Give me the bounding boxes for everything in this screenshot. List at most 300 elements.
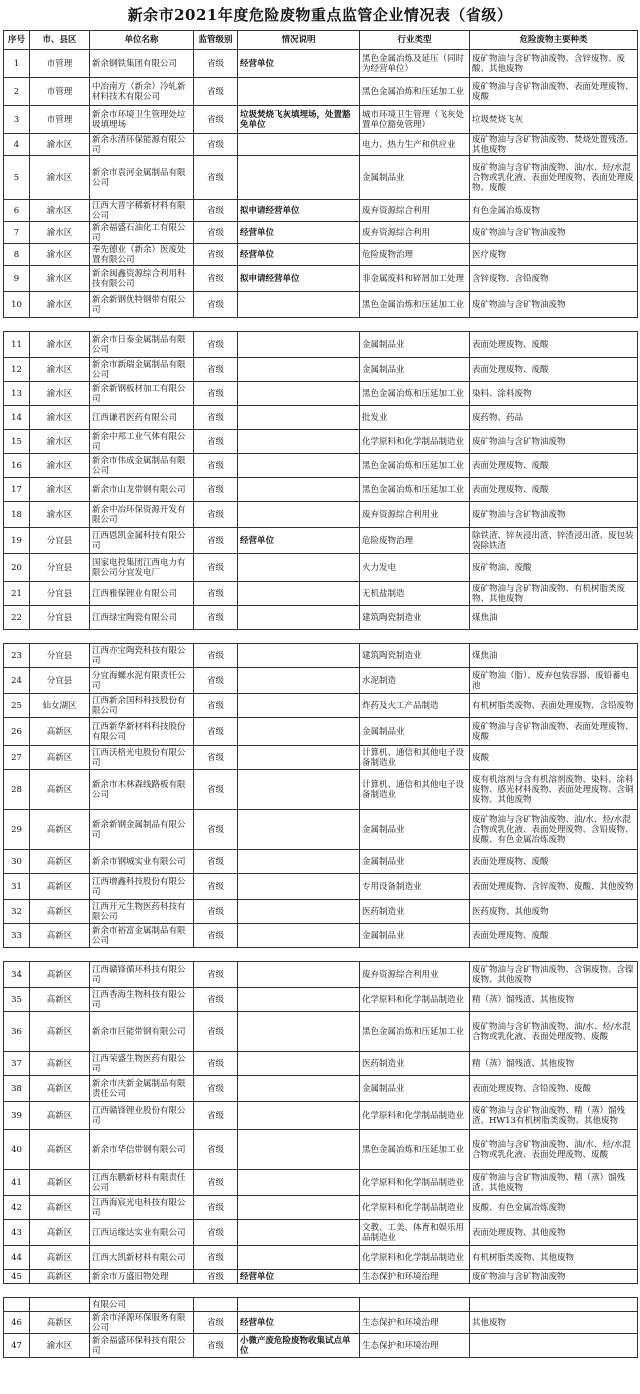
cell-index: 44 (4, 1246, 30, 1270)
cell-level: 省级 (194, 358, 238, 382)
cell-level: 省级 (194, 1130, 238, 1170)
cell-district: 高新区 (30, 1270, 90, 1284)
cell-index: 21 (4, 582, 30, 606)
cell-index: 19 (4, 528, 30, 554)
cell-level: 省级 (194, 850, 238, 874)
cell-industry: 黑色金属冶炼及延压（同时为经营单位） (360, 50, 470, 78)
cell-district: 仙女湖区 (30, 694, 90, 718)
cell-industry: 黑色金属冶炼和压延加工业 (360, 454, 470, 478)
cell-note (238, 1102, 360, 1130)
cell-waste-types: 废矿物油与含矿物油废物 (470, 292, 638, 318)
cell-district: 高新区 (30, 850, 90, 874)
cell-industry: 化学原料和化学制品制造业 (360, 1102, 470, 1130)
cell-waste-types: 废矿物油与含矿物油废物、精（蒸）馏残渣、其他废物 (470, 1170, 638, 1196)
cell-note (238, 1220, 360, 1246)
cell-district: 分宜县 (30, 606, 90, 630)
cell-industry: 建筑陶瓷制造业 (360, 606, 470, 630)
cell-company: 新余市袁河金属制品有限公司 (90, 156, 194, 200)
cell-industry: 黑色金属冶炼和压延加工业 (360, 382, 470, 406)
table-row (4, 222, 638, 244)
table-row (4, 244, 638, 266)
cell-company: 江西增鑫科技股份有限公司 (90, 874, 194, 900)
cell-level: 省级 (194, 222, 238, 244)
cell-district: 渝水区 (30, 244, 90, 266)
cell-note (238, 1298, 360, 1312)
cell-waste-types: 医药废物、其他废物 (470, 900, 638, 924)
cell-company: 新余市新瑞金属制品有限公司 (90, 358, 194, 382)
table-row (4, 1298, 638, 1312)
cell-index: 25 (4, 694, 30, 718)
cell-index: 15 (4, 430, 30, 454)
cell-note (238, 1170, 360, 1196)
cell-district: 渝水区 (30, 292, 90, 318)
cell-district: 高新区 (30, 1170, 90, 1196)
cell-company: 新余钢铁集团有限公司 (90, 50, 194, 78)
separator-cell (4, 318, 638, 332)
block-separator (4, 948, 638, 962)
cell-level: 省级 (194, 718, 238, 746)
cell-waste-types: 除铁渣、锌灰浸出渣、锌渣浸出渣、废包装袋除铁渣 (470, 528, 638, 554)
cell-waste-types: 废酸 (470, 746, 638, 770)
table-row (4, 266, 638, 292)
cell-index: 31 (4, 874, 30, 900)
cell-waste-types: 废矿物油与含矿物油废物、表面处理废物、废酸 (470, 78, 638, 106)
cell-note (238, 554, 360, 582)
cell-company: 新余福盛石油化工有限公司 (90, 222, 194, 244)
cell-index: 28 (4, 770, 30, 810)
cell-industry: 批发业 (360, 406, 470, 430)
cell-industry: 化学原料和化学制品制造业 (360, 988, 470, 1012)
cell-district: 高新区 (30, 962, 90, 988)
cell-index: 27 (4, 746, 30, 770)
cell-company: 江西谦君医药有限公司 (90, 406, 194, 430)
table-row (4, 406, 638, 430)
cell-note (238, 746, 360, 770)
cell-waste-types: 有机树脂类废物、其他废物 (470, 1246, 638, 1270)
cell-industry: 计算机、通信和其他电子设备制造业 (360, 770, 470, 810)
cell-note (238, 454, 360, 478)
cell-industry: 生态保护和环境治理 (360, 1334, 470, 1358)
cell-company: 中冶南方（新余）冷轧新材料技术有限公司 (90, 78, 194, 106)
table-row (4, 668, 638, 694)
cell-note: 拟申请经营单位 (238, 200, 360, 222)
cell-level: 省级 (194, 502, 238, 528)
cell-waste-types: 表面处理废物、废酸 (470, 924, 638, 948)
cell-note (238, 810, 360, 850)
table-row (4, 156, 638, 200)
cell-note (238, 332, 360, 358)
cell-company: 有限公司 (90, 1298, 194, 1312)
cell-level: 省级 (194, 746, 238, 770)
cell-industry: 电力、热力生产和供应业 (360, 134, 470, 156)
cell-level: 省级 (194, 156, 238, 200)
cell-index: 30 (4, 850, 30, 874)
cell-level: 省级 (194, 962, 238, 988)
cell-company: 新余市万盛旧物处理 (90, 1270, 194, 1284)
cell-company: 新余中冶环保资源开发有限公司 (90, 502, 194, 528)
cell-district: 渝水区 (30, 430, 90, 454)
table-row (4, 78, 638, 106)
cell-company: 新余永清环保能源有限公司 (90, 134, 194, 156)
cell-note (238, 850, 360, 874)
cell-note (238, 1196, 360, 1220)
cell-index: 6 (4, 200, 30, 222)
table-row (4, 1270, 638, 1284)
cell-waste-types (470, 1298, 638, 1312)
cell-level: 省级 (194, 694, 238, 718)
cell-index: 29 (4, 810, 30, 850)
cell-note (238, 962, 360, 988)
cell-industry: 金属制品业 (360, 924, 470, 948)
cell-company: 江西雅保锂业有限公司 (90, 582, 194, 606)
cell-district: 渝水区 (30, 478, 90, 502)
cell-level: 省级 (194, 332, 238, 358)
cell-note (238, 1246, 360, 1270)
cell-waste-types: 废药物、药品 (470, 406, 638, 430)
cell-company: 江西香海生物科技有限公司 (90, 988, 194, 1012)
cell-level: 省级 (194, 1076, 238, 1102)
header-row (4, 31, 638, 50)
cell-industry: 黑色金属冶炼和压延加工业 (360, 78, 470, 106)
cell-waste-types: 精（蒸）馏残渣、其他废物 (470, 988, 638, 1012)
cell-company: 江西赣锋锂业股份有限公司 (90, 1102, 194, 1130)
cell-index: 20 (4, 554, 30, 582)
cell-industry: 金属制品业 (360, 718, 470, 746)
cell-company: 江西海宸光电科技有限公司 (90, 1196, 194, 1220)
cell-note: 经营单位 (238, 50, 360, 78)
cell-industry: 金属制品业 (360, 156, 470, 200)
table-row (4, 1246, 638, 1270)
cell-index: 2 (4, 78, 30, 106)
cell-industry (360, 1298, 470, 1312)
cell-company: 奉先德业（新余）医废处置有限公司 (90, 244, 194, 266)
cell-company: 江西荣盛生物医药有限公司 (90, 1052, 194, 1076)
cell-waste-types: 废矿物油与含矿物油废物、含铜废物、含镍废物、其他废物 (470, 962, 638, 988)
cell-waste-types: 废矿物油与含矿物油废物、油/水、烃/水混合物或乳化液、表面处理废物、废酸 (470, 1012, 638, 1052)
cell-level: 省级 (194, 874, 238, 900)
table-row (4, 746, 638, 770)
cell-industry: 非金属废料和碎屑加工处理 (360, 266, 470, 292)
table-row (4, 770, 638, 810)
cell-index: 43 (4, 1220, 30, 1246)
cell-level: 省级 (194, 1052, 238, 1076)
col-header-index: 序号 (4, 31, 30, 50)
cell-index: 3 (4, 106, 30, 134)
cell-note (238, 78, 360, 106)
cell-company: 新余市华信带钢有限公司 (90, 1130, 194, 1170)
table-row (4, 874, 638, 900)
cell-level: 省级 (194, 134, 238, 156)
table-row (4, 106, 638, 134)
cell-company: 江西大晋字稀新材料有限公司 (90, 200, 194, 222)
cell-index: 33 (4, 924, 30, 948)
cell-index: 5 (4, 156, 30, 200)
cell-level: 省级 (194, 1220, 238, 1246)
cell-note: 拟申请经营单位 (238, 266, 360, 292)
cell-level: 省级 (194, 770, 238, 810)
cell-index: 40 (4, 1130, 30, 1170)
table-row (4, 718, 638, 746)
cell-waste-types: 废矿物油与含矿物油废物、油/水、烃/水混合物或乳化液、表面处理废物、废酸 (470, 1130, 638, 1170)
table-row (4, 1312, 638, 1334)
cell-level: 省级 (194, 1196, 238, 1220)
cell-district: 渝水区 (30, 134, 90, 156)
cell-note (238, 874, 360, 900)
cell-index: 17 (4, 478, 30, 502)
cell-waste-types: 有机树脂类废物、表面处理废物、含铅废物 (470, 694, 638, 718)
cell-note (238, 718, 360, 746)
cell-district: 渝水区 (30, 200, 90, 222)
cell-district: 高新区 (30, 988, 90, 1012)
cell-level: 省级 (194, 1312, 238, 1334)
table-row (4, 582, 638, 606)
cell-district: 市管理 (30, 78, 90, 106)
cell-index: 35 (4, 988, 30, 1012)
cell-district: 高新区 (30, 1052, 90, 1076)
cell-note: 垃圾焚烧飞灰填埋场，处置豁免单位 (238, 106, 360, 134)
cell-level: 省级 (194, 988, 238, 1012)
cell-company: 江西开元生物医药科技有限公司 (90, 900, 194, 924)
col-header-waste-types: 危险废物主要种类 (470, 31, 638, 50)
table-row (4, 606, 638, 630)
cell-industry: 化学原料和化学制品制造业 (360, 1246, 470, 1270)
cell-district: 高新区 (30, 1312, 90, 1334)
cell-company: 新余市日泰金属制品有限公司 (90, 332, 194, 358)
cell-district: 渝水区 (30, 1334, 90, 1358)
cell-index: 45 (4, 1270, 30, 1284)
cell-note (238, 582, 360, 606)
cell-index: 41 (4, 1170, 30, 1196)
cell-company: 江西亦宝陶瓷科技有限公司 (90, 644, 194, 668)
cell-level: 省级 (194, 810, 238, 850)
separator-cell (4, 630, 638, 644)
table-row (4, 1170, 638, 1196)
cell-waste-types: 废矿物油与含矿物油废物、油/水、烃/水混合物或乳化液、表面处理废物、表面处理废物、废酸 (470, 156, 638, 200)
cell-level: 省级 (194, 1012, 238, 1052)
cell-note (238, 156, 360, 200)
table-row (4, 1130, 638, 1170)
cell-company: 新余市木林森线路板有限公司 (90, 770, 194, 810)
cell-waste-types: 煤焦油 (470, 606, 638, 630)
cell-district: 高新区 (30, 1220, 90, 1246)
cell-district: 高新区 (30, 900, 90, 924)
col-header-level: 监管级别 (194, 31, 238, 50)
cell-company: 江西大凯新材料有限公司 (90, 1246, 194, 1270)
cell-level: 省级 (194, 382, 238, 406)
cell-waste-types: 表面处理废物、废酸 (470, 850, 638, 874)
cell-industry: 文教、工美、体育和娱乐用品制造业 (360, 1220, 470, 1246)
cell-district: 高新区 (30, 1012, 90, 1052)
cell-waste-types: 废矿物油与含矿物油废物、焚烧处置残渣、其他废物 (470, 134, 638, 156)
cell-level: 省级 (194, 924, 238, 948)
table-row (4, 1220, 638, 1246)
cell-district: 渝水区 (30, 266, 90, 292)
cell-waste-types: 废矿物油与含矿物油废物、油/水、烃/水混合物或乳化液、表面处理废物、含铅废物、废酸、有色金属冶炼废物 (470, 810, 638, 850)
cell-industry: 化学原料和化学制品制造业 (360, 430, 470, 454)
cell-industry: 建筑陶瓷制造业 (360, 644, 470, 668)
cell-district (30, 1298, 90, 1312)
cell-level: 省级 (194, 644, 238, 668)
cell-waste-types (470, 1334, 638, 1358)
separator-cell (4, 1284, 638, 1298)
table-row (4, 924, 638, 948)
cell-index: 26 (4, 718, 30, 746)
cell-index: 11 (4, 332, 30, 358)
table-row (4, 962, 638, 988)
cell-note (238, 988, 360, 1012)
cell-industry: 化学原料和化学制品制造业 (360, 1196, 470, 1220)
cell-industry: 黑色金属冶炼和压延加工业 (360, 292, 470, 318)
cell-waste-types: 垃圾焚烧飞灰 (470, 106, 638, 134)
cell-industry: 城市环境卫生管理（飞灰处置单位豁免管理） (360, 106, 470, 134)
cell-district: 分宜县 (30, 554, 90, 582)
cell-industry: 金属制品业 (360, 850, 470, 874)
cell-note (238, 382, 360, 406)
table-row (4, 810, 638, 850)
table-row (4, 528, 638, 554)
cell-industry: 废弃资源综合利用业 (360, 502, 470, 528)
cell-waste-types: 废矿物油与含矿物油废物、有机树脂类废物、其他废物 (470, 582, 638, 606)
cell-note (238, 924, 360, 948)
cell-index: 38 (4, 1076, 30, 1102)
cell-level (194, 1298, 238, 1312)
cell-company: 新余市钢城实业有限公司 (90, 850, 194, 874)
cell-company: 新余市山龙带钢有限公司 (90, 478, 194, 502)
cell-index: 39 (4, 1102, 30, 1130)
cell-note (238, 1076, 360, 1102)
cell-waste-types: 废矿物油与含矿物油废物 (470, 502, 638, 528)
cell-level: 省级 (194, 478, 238, 502)
table-row (4, 430, 638, 454)
cell-company: 新余福盛环保科技有限公司 (90, 1334, 194, 1358)
col-header-district: 市、县区 (30, 31, 90, 50)
cell-waste-types: 染料、涂料废物 (470, 382, 638, 406)
cell-industry: 黑色金属冶炼和压延加工业 (360, 1130, 470, 1170)
cell-waste-types: 表面处理废物、其他废物 (470, 1220, 638, 1246)
table-row (4, 1334, 638, 1358)
cell-district: 渝水区 (30, 358, 90, 382)
col-header-note: 情况说明 (238, 31, 360, 50)
cell-index: 46 (4, 1312, 30, 1334)
cell-index: 14 (4, 406, 30, 430)
cell-level: 省级 (194, 1170, 238, 1196)
cell-level: 省级 (194, 50, 238, 78)
cell-industry: 金属制品业 (360, 358, 470, 382)
cell-district: 渝水区 (30, 222, 90, 244)
table-body (4, 50, 638, 1358)
cell-district: 高新区 (30, 718, 90, 746)
cell-company: 江西新余国科科技股份有限公司 (90, 694, 194, 718)
enterprise-table (3, 30, 638, 1358)
cell-index: 12 (4, 358, 30, 382)
table-row (4, 644, 638, 668)
cell-company: 新余新钢板材加工有限公司 (90, 382, 194, 406)
cell-district: 渝水区 (30, 156, 90, 200)
cell-company: 分宜海螺水泥有限责任公司 (90, 668, 194, 694)
cell-index: 42 (4, 1196, 30, 1220)
cell-note (238, 644, 360, 668)
cell-industry: 废弃资源综合利用业 (360, 962, 470, 988)
cell-waste-types: 废矿物油、废酸 (470, 554, 638, 582)
cell-index: 22 (4, 606, 30, 630)
cell-level: 省级 (194, 1102, 238, 1130)
cell-index: 13 (4, 382, 30, 406)
cell-company: 江西新华新材料科技股份有限公司 (90, 718, 194, 746)
cell-index: 9 (4, 266, 30, 292)
cell-note: 经营单位 (238, 222, 360, 244)
col-header-industry: 行业类型 (360, 31, 470, 50)
cell-company: 新余市伟成金属制品有限公司 (90, 454, 194, 478)
cell-industry: 危险废物治理 (360, 244, 470, 266)
cell-index: 34 (4, 962, 30, 988)
table-row (4, 478, 638, 502)
table-row (4, 900, 638, 924)
cell-industry: 黑色金属冶炼和压延加工业 (360, 1012, 470, 1052)
cell-company: 新余新钢优特钢带有限公司 (90, 292, 194, 318)
cell-industry: 水泥制造 (360, 668, 470, 694)
cell-district: 高新区 (30, 1102, 90, 1130)
cell-index: 32 (4, 900, 30, 924)
cell-district: 市管理 (30, 50, 90, 78)
cell-waste-types: 废矿物油与含矿物油废物 (470, 222, 638, 244)
cell-industry: 无机盐制造 (360, 582, 470, 606)
cell-level: 省级 (194, 292, 238, 318)
table-row (4, 1076, 638, 1102)
col-header-company: 单位名称 (90, 31, 194, 50)
cell-level: 省级 (194, 78, 238, 106)
cell-waste-types: 表面处理废物、废酸 (470, 332, 638, 358)
cell-company: 江西运缘达实业有限公司 (90, 1220, 194, 1246)
cell-level: 省级 (194, 1270, 238, 1284)
cell-district: 分宜县 (30, 528, 90, 554)
cell-industry: 火力发电 (360, 554, 470, 582)
cell-district: 高新区 (30, 1076, 90, 1102)
separator-cell (4, 948, 638, 962)
cell-waste-types: 废矿物油与含矿物油废物、表面处理废物、废酸 (470, 718, 638, 746)
cell-level: 省级 (194, 266, 238, 292)
cell-level: 省级 (194, 528, 238, 554)
cell-index: 10 (4, 292, 30, 318)
cell-district: 分宜县 (30, 644, 90, 668)
cell-level: 省级 (194, 606, 238, 630)
cell-level: 省级 (194, 1246, 238, 1270)
cell-waste-types: 废矿物油与含矿物油废物 (470, 1270, 638, 1284)
cell-level: 省级 (194, 554, 238, 582)
cell-district: 高新区 (30, 770, 90, 810)
cell-level: 省级 (194, 200, 238, 222)
cell-waste-types: 表面处理废物、废酸 (470, 478, 638, 502)
cell-note: 经营单位 (238, 1312, 360, 1334)
cell-note (238, 606, 360, 630)
cell-waste-types: 医疗废物 (470, 244, 638, 266)
cell-note (238, 478, 360, 502)
cell-note: 小微产废危险废物收集试点单位 (238, 1334, 360, 1358)
cell-note (238, 1052, 360, 1076)
cell-index: 8 (4, 244, 30, 266)
cell-industry: 金属制品业 (360, 1076, 470, 1102)
cell-waste-types: 废矿物油（脂）、废弃包装容器、废铅蓄电池 (470, 668, 638, 694)
cell-level: 省级 (194, 582, 238, 606)
cell-waste-types: 废矿物油与含矿物油废物 (470, 430, 638, 454)
table-row (4, 850, 638, 874)
cell-index: 16 (4, 454, 30, 478)
cell-company: 新余新钢金属制品有限公司 (90, 810, 194, 850)
cell-index: 18 (4, 502, 30, 528)
cell-district: 分宜县 (30, 582, 90, 606)
cell-company: 新余市庆新金属制品有限责任公司 (90, 1076, 194, 1102)
cell-note (238, 694, 360, 718)
cell-waste-types: 其他废物 (470, 1312, 638, 1334)
